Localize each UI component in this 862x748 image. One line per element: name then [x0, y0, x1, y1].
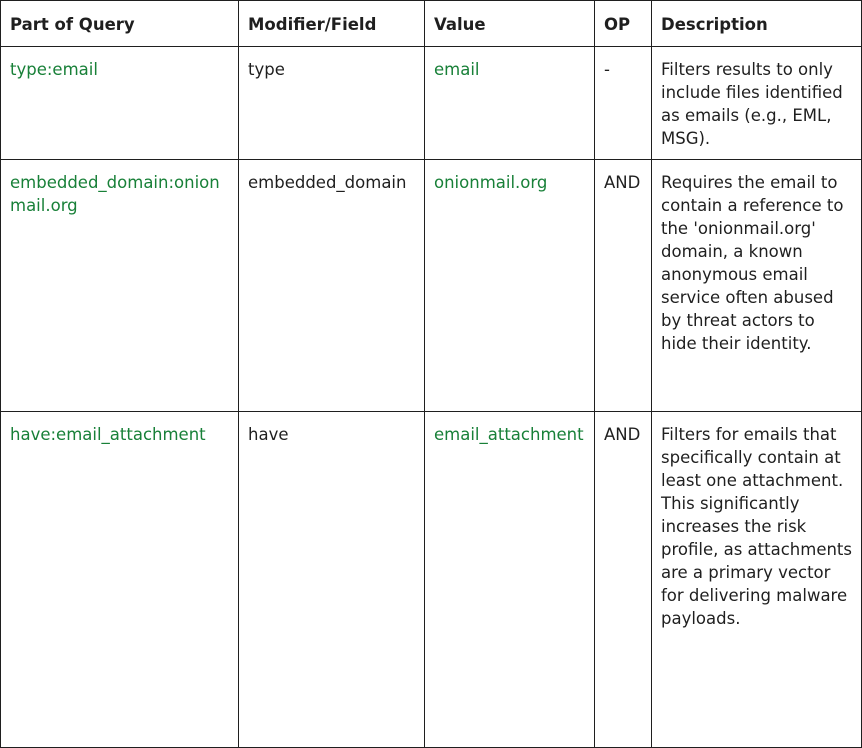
header-part-of-query: Part of Query: [1, 1, 239, 47]
cell-value: email: [425, 47, 595, 160]
cell-description: Filters for emails that specifically contain at least one attachment. This significantly increases the risk profile, as attachments are a primary vector for delivering malware payloads.: [652, 412, 862, 748]
header-row: [1, 1, 862, 47]
table-row: [1, 412, 862, 748]
cell-part-of-query: type:email: [1, 47, 239, 160]
header-modifier-field: Modifier/Field: [239, 1, 425, 47]
cell-op: AND: [595, 412, 652, 748]
cell-value: email_attachment: [425, 412, 595, 748]
cell-part-of-query: have:email_attachment: [1, 412, 239, 748]
cell-modifier-field: type: [239, 47, 425, 160]
cell-modifier-field: embedded_domain: [239, 160, 425, 412]
cell-modifier-field: have: [239, 412, 425, 748]
table-body: [1, 47, 862, 748]
cell-op: -: [595, 47, 652, 160]
header-value: Value: [425, 1, 595, 47]
header-description: Description: [652, 1, 862, 47]
header-op: OP: [595, 1, 652, 47]
table-row: [1, 160, 862, 412]
cell-value: onionmail.org: [425, 160, 595, 412]
table-row: [1, 47, 862, 160]
table-header: [1, 1, 862, 47]
cell-description: Filters results to only include files identified as emails (e.g., EML, MSG).: [652, 47, 862, 160]
cell-op: AND: [595, 160, 652, 412]
cell-part-of-query: embedded_domain:onionmail.org: [1, 160, 239, 412]
cell-description: Requires the email to contain a reference to the 'onionmail.org' domain, a known anonymous email service often abused by threat actors to hide their identity.: [652, 160, 862, 412]
